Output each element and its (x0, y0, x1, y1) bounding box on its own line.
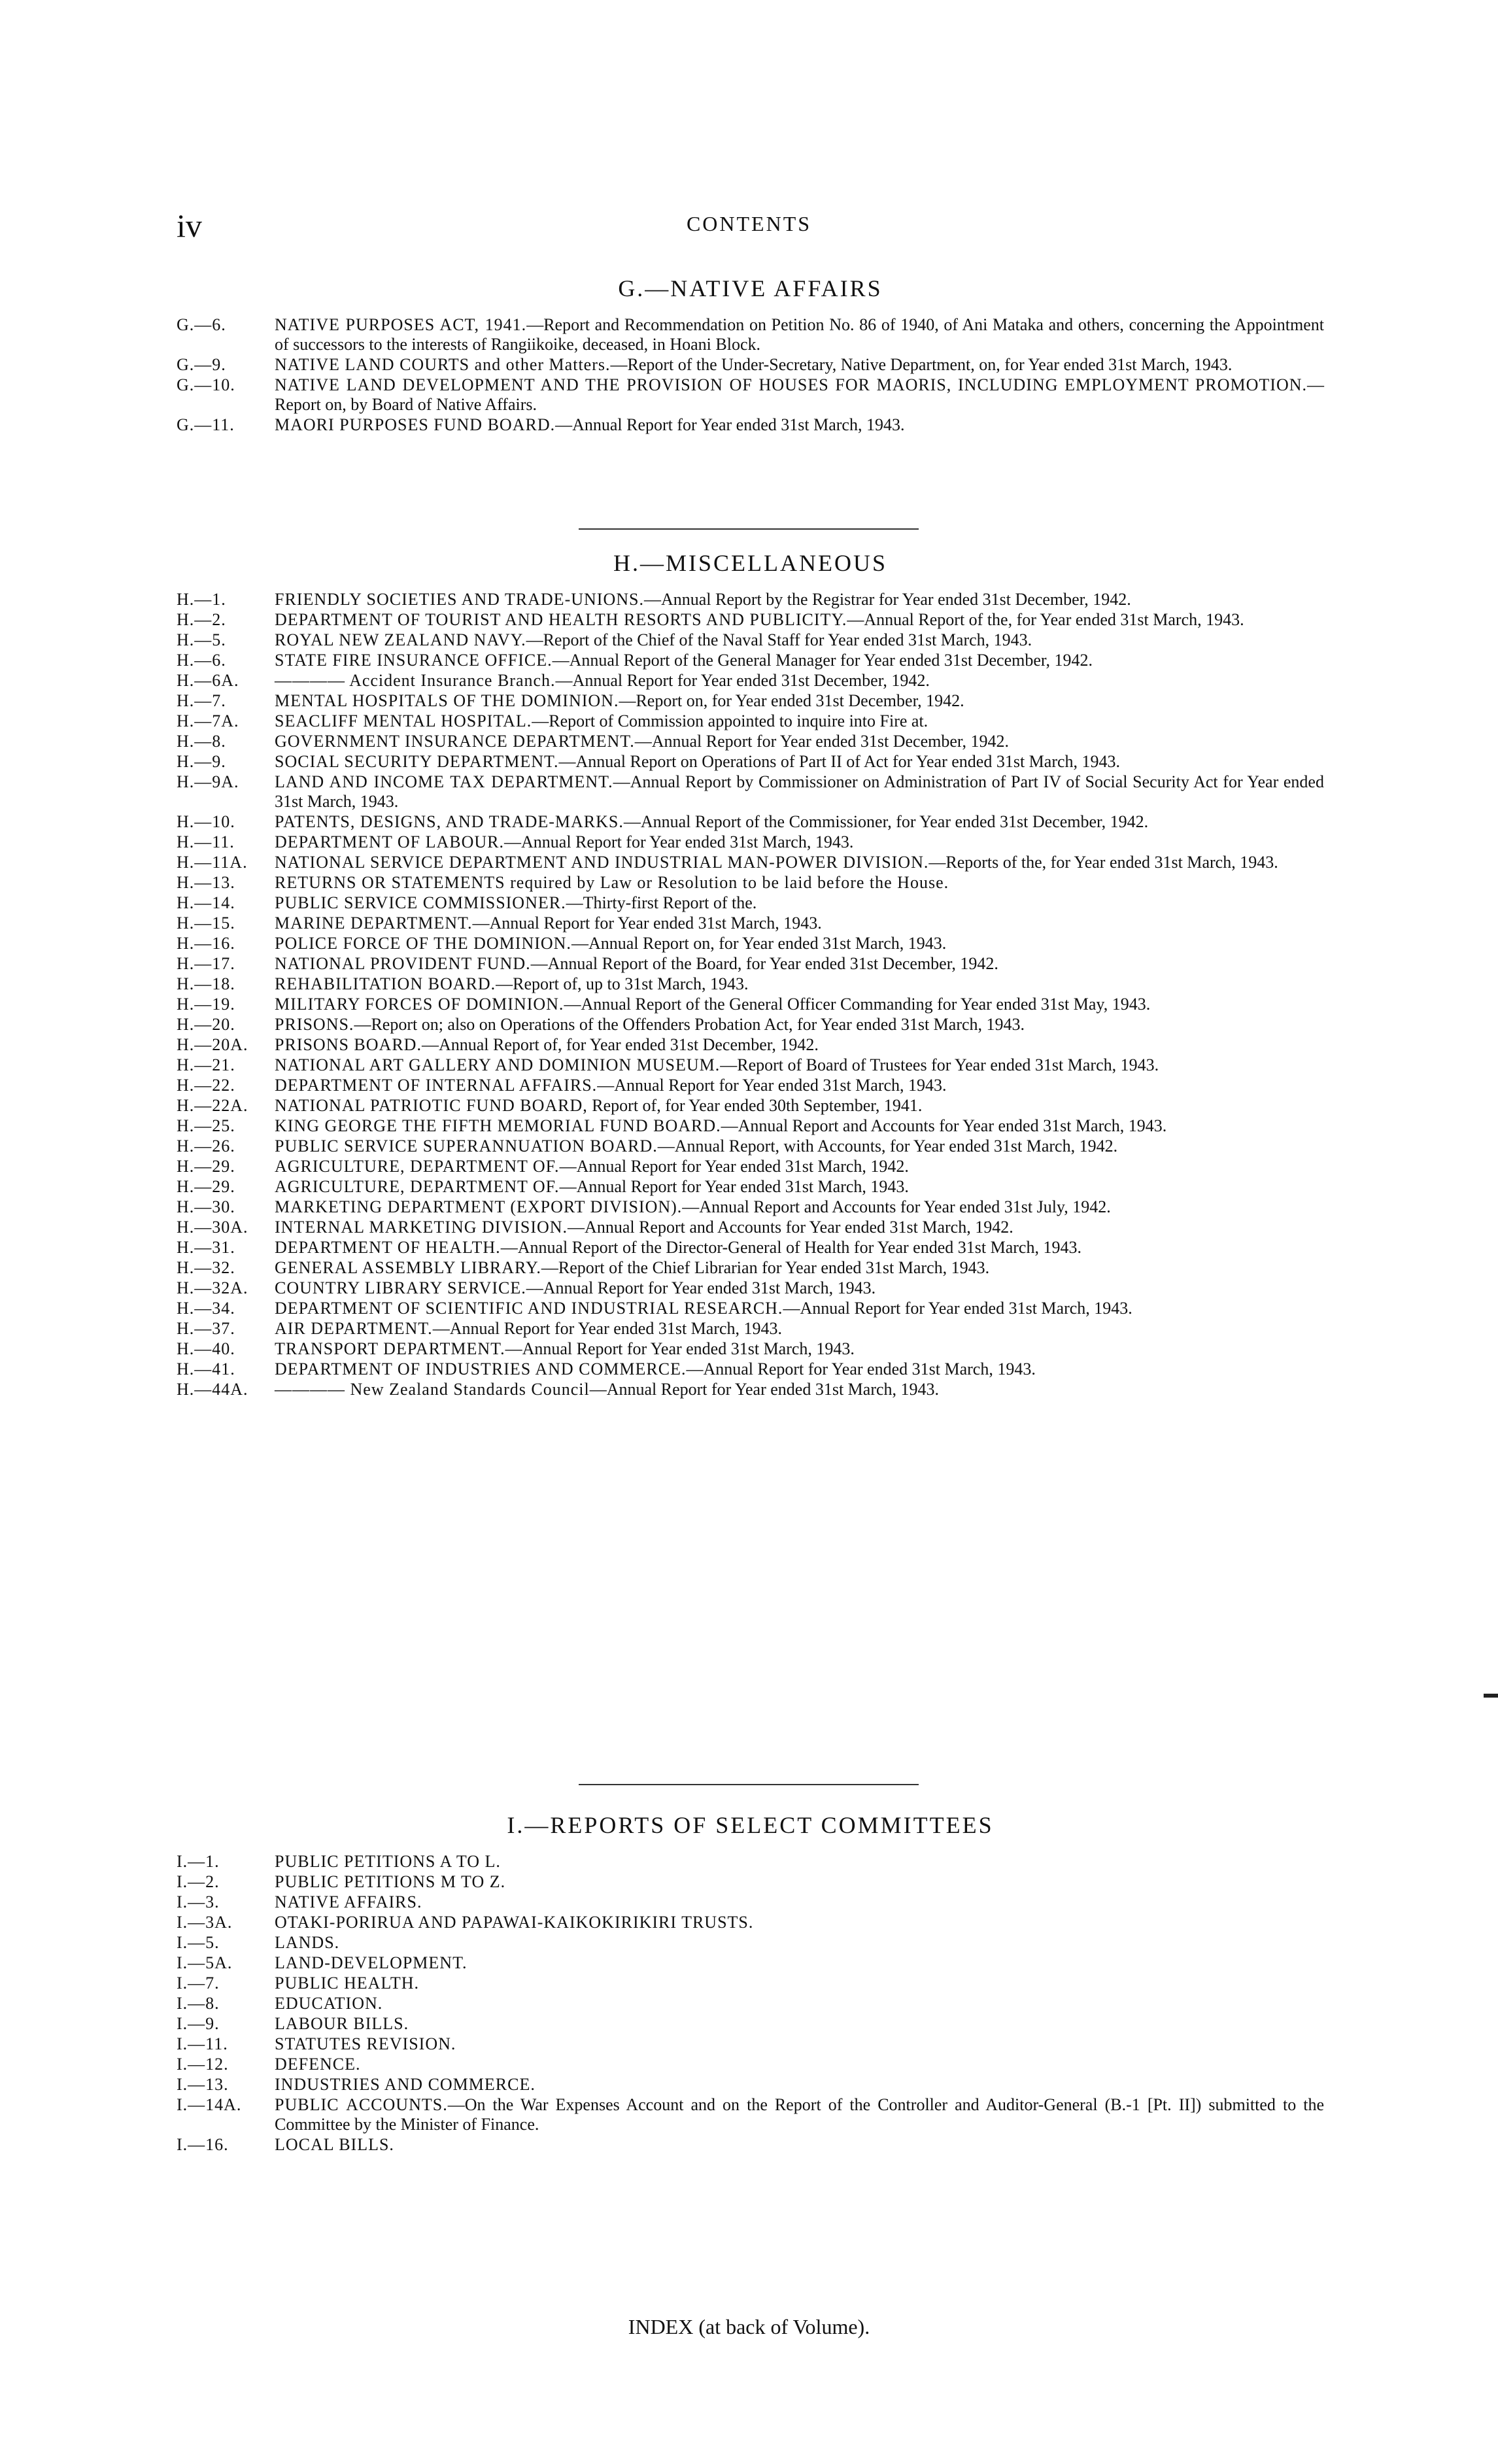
entry-text (275, 1953, 1324, 1973)
entry-text (275, 315, 1324, 354)
entry-code: H.—17. (177, 954, 235, 973)
entry-list (177, 1852, 1324, 2155)
entry-title: POLICE FORCE OF THE DOMINION. (275, 934, 571, 953)
entry-description: —Report on, by Board of Native Affairs. (275, 375, 1324, 414)
entry-text (275, 2014, 1324, 2034)
entry-title: LAND-DEVELOPMENT. (275, 1953, 468, 1972)
entry-code: H.—22A. (177, 1096, 248, 1115)
entry-description: —Annual Report for Year ended 31st March, 1943. (472, 914, 822, 933)
entry-title: INDUSTRIES AND COMMERCE. (275, 2075, 536, 2094)
entry-title: RETURNS OR STATEMENTS required by Law or Resolution to be laid before the House. (275, 873, 949, 892)
entry-text (275, 853, 1324, 872)
list-item (177, 1137, 1324, 1156)
list-item (177, 375, 1324, 415)
entry-description: —Annual Report of the General Manager for Year ended 31st December, 1942. (552, 651, 1093, 670)
entry-text (275, 1933, 1324, 1953)
entry-code: G.—6. (177, 315, 226, 334)
entry-code: H.—29. (177, 1157, 235, 1176)
entry-code: I.—2. (177, 1872, 220, 1891)
list-item (177, 1218, 1324, 1237)
list-item (177, 1380, 1324, 1399)
entry-code: H.—7. (177, 691, 226, 710)
entry-title: AIR DEPARTMENT. (275, 1319, 433, 1338)
entry-code: I.—9. (177, 2014, 220, 2033)
entry-code: I.—3. (177, 1892, 220, 1911)
entry-description: —Report of Commission appointed to inquire into Fire at. (532, 711, 928, 730)
entry-code: H.—32A. (177, 1278, 248, 1297)
entry-code: H.—34. (177, 1299, 235, 1318)
entry-list (177, 315, 1324, 435)
list-item (177, 671, 1324, 691)
entry-code: H.—16. (177, 934, 235, 953)
entry-description: —Reports of the, for Year ended 31st March, 1943. (928, 853, 1278, 872)
entry-text (275, 1015, 1324, 1035)
entry-code: H.—8. (177, 732, 226, 751)
entry-text (275, 375, 1324, 415)
entry-title: LANDS. (275, 1933, 340, 1952)
entry-code: H.—31. (177, 1238, 235, 1257)
entry-code: G.—11. (177, 415, 235, 434)
list-item (177, 1278, 1324, 1298)
entry-text (275, 893, 1324, 913)
entry-code: H.—25. (177, 1116, 235, 1135)
list-item (177, 691, 1324, 711)
list-item (177, 893, 1324, 913)
list-item (177, 732, 1324, 751)
list-item (177, 590, 1324, 609)
entry-code: H.—10. (177, 812, 235, 831)
entry-title: DEPARTMENT OF HEALTH. (275, 1238, 501, 1257)
entry-text (275, 1360, 1324, 1379)
entry-title: GOVERNMENT INSURANCE DEPARTMENT. (275, 732, 635, 751)
entry-title: DEPARTMENT OF LABOUR. (275, 832, 504, 851)
entry-description: Report of, for Year ended 30th September, 1941. (587, 1096, 923, 1115)
entry-code: G.—9. (177, 355, 226, 374)
list-item (177, 610, 1324, 630)
entry-description: —Annual Report of the Board, for Year ended 31st December, 1942. (530, 954, 998, 973)
entry-text (275, 995, 1324, 1014)
entry-description: —Annual Report by the Registrar for Year ended 31st December, 1942. (643, 590, 1131, 609)
entry-title: AGRICULTURE, DEPARTMENT OF. (275, 1157, 560, 1176)
entry-description: —Report and Recommendation on Petition No. 86 of 1940, of Ani Mataka and others, concerning the Appointment of successors to the interests of Rangiikoike, deceased, in Hoani Block. (275, 315, 1324, 354)
entry-code: H.—19. (177, 995, 235, 1014)
entry-text (275, 974, 1324, 994)
page-header (177, 207, 1321, 246)
entry-code: H.—6. (177, 651, 226, 670)
entry-description: —Report of the Chief Librarian for Year ended 31st March, 1943. (541, 1258, 990, 1277)
entry-text (275, 1339, 1324, 1359)
entry-description: —Annual Report for Year ended 31st March, 1943. (686, 1360, 1036, 1378)
entry-description: —Annual Report for Year ended 31st March, 1943. (504, 832, 854, 851)
entry-text (275, 2095, 1324, 2134)
list-item (177, 415, 1324, 435)
entry-title: STATUTES REVISION. (275, 2034, 456, 2053)
entry-text (275, 873, 1324, 893)
entry-description: —Annual Report for Year ended 31st March, 1943. (432, 1319, 783, 1338)
entry-description: —Annual Report on Operations of Part II of Act for Year ended 31st March, 1943. (558, 752, 1121, 771)
entry-title: NATIVE PURPOSES ACT, 1941. (275, 315, 527, 334)
entry-description: —Annual Report of the Commissioner, for Year ended 31st December, 1942. (623, 812, 1149, 831)
entry-title: PRISONS. (275, 1015, 354, 1034)
list-item (177, 1913, 1324, 1932)
entry-text (275, 415, 1324, 435)
entry-description: —Annual Report and Accounts for Year ended 31st March, 1942. (568, 1218, 1013, 1237)
entry-title: ———— New Zealand Standards Council (275, 1380, 590, 1399)
list-item (177, 1116, 1324, 1136)
list-item (177, 355, 1324, 375)
entry-description: —Annual Report for Year ended 31st March, 1943. (555, 415, 905, 434)
entry-title: LABOUR BILLS. (275, 2014, 409, 2033)
entry-code: H.—9A. (177, 772, 239, 791)
entry-title: PUBLIC HEALTH. (275, 1974, 420, 1993)
entry-title: SOCIAL SECURITY DEPARTMENT. (275, 752, 559, 771)
entry-text (275, 590, 1324, 609)
list-item (177, 1319, 1324, 1339)
entry-description: —Annual Report of, for Year ended 31st December, 1942. (421, 1035, 819, 1054)
entry-title: PUBLIC SERVICE SUPERANNUATION BOARD. (275, 1137, 658, 1155)
entry-text (275, 1116, 1324, 1136)
entry-description: —Annual Report of the General Officer Commanding for Year ended 31st May, 1943. (564, 995, 1151, 1014)
list-item (177, 1177, 1324, 1197)
page-number: iv (177, 207, 202, 244)
entry-text (275, 732, 1324, 751)
entry-description: —Annual Report for Year ended 31st March, 1943. (505, 1339, 855, 1358)
entry-text (275, 1035, 1324, 1055)
list-item (177, 2055, 1324, 2074)
section-title: H.—MISCELLANEOUS (613, 550, 887, 576)
entry-title: EDUCATION. (275, 1994, 383, 2013)
entry-code: H.—37. (177, 1319, 235, 1338)
entry-text (275, 954, 1324, 974)
entry-code: H.—11A. (177, 853, 248, 872)
entry-title: NATIONAL SERVICE DEPARTMENT AND INDUSTRIAL MAN-POWER DIVISION. (275, 853, 929, 872)
entry-title: NATIONAL ART GALLERY AND DOMINION MUSEUM. (275, 1055, 721, 1074)
entry-code: H.—22. (177, 1076, 235, 1095)
entry-description: —Annual Report of the Director-General of Health for Year ended 31st March, 1943. (500, 1238, 1081, 1257)
entry-description: —Annual Report for Year ended 31st December, 1942. (555, 671, 930, 690)
entry-title: MARINE DEPARTMENT. (275, 914, 473, 933)
list-item (177, 812, 1324, 832)
entry-text (275, 2075, 1324, 2095)
entry-text (275, 832, 1324, 852)
list-item (177, 315, 1324, 354)
entry-title: STATE FIRE INSURANCE OFFICE. (275, 651, 553, 670)
list-item (177, 1258, 1324, 1278)
entry-title: DEFENCE. (275, 2055, 361, 2074)
entry-title: GENERAL ASSEMBLY LIBRARY. (275, 1258, 541, 1277)
list-item (177, 1872, 1324, 1892)
entry-text (275, 1994, 1324, 2013)
entry-title: LOCAL BILLS. (275, 2135, 394, 2154)
entry-description: —Thirty-first Report of the. (566, 893, 757, 912)
entry-code: G.—10. (177, 375, 235, 394)
entry-title: PATENTS, DESIGNS, AND TRADE-MARKS. (275, 812, 624, 831)
list-item (177, 1015, 1324, 1035)
entry-code: H.—20A. (177, 1035, 248, 1054)
entry-description: —Report of Board of Trustees for Year ended 31st March, 1943. (720, 1055, 1159, 1074)
entry-title: DEPARTMENT OF INDUSTRIES AND COMMERCE. (275, 1360, 687, 1378)
entry-text (275, 1913, 1324, 1932)
entry-title: FRIENDLY SOCIETIES AND TRADE-UNIONS. (275, 590, 644, 609)
entry-description: —Annual Report and Accounts for Year ended 31st March, 1943. (721, 1116, 1167, 1135)
entry-description: —Annual Report and Accounts for Year ended 31st July, 1942. (682, 1197, 1111, 1216)
entry-text (275, 630, 1324, 650)
entry-text (275, 1238, 1324, 1258)
entry-title: DEPARTMENT OF INTERNAL AFFAIRS. (275, 1076, 598, 1095)
entry-text (275, 1258, 1324, 1278)
list-item (177, 934, 1324, 953)
entry-text (275, 1076, 1324, 1095)
entry-description: —Report of, up to 31st March, 1943. (496, 974, 749, 993)
entry-code: I.—14A. (177, 2095, 242, 2114)
entry-code: I.—12. (177, 2055, 229, 2074)
entry-title: PUBLIC SERVICE COMMISSIONER. (275, 893, 566, 912)
divider (579, 528, 919, 530)
entry-code: H.—44A. (177, 1380, 248, 1399)
list-item (177, 873, 1324, 893)
list-item (177, 853, 1324, 872)
entry-code: I.—5A. (177, 1953, 233, 1972)
entry-code: I.—3A. (177, 1913, 233, 1932)
running-title: CONTENTS (686, 212, 812, 235)
entry-text (275, 1974, 1324, 1993)
list-item (177, 772, 1324, 812)
entry-title: ROYAL NEW ZEALAND NAVY. (275, 630, 526, 649)
entry-title: INTERNAL MARKETING DIVISION. (275, 1218, 568, 1237)
entry-text (275, 1892, 1324, 1912)
entry-title: DEPARTMENT OF TOURIST AND HEALTH RESORTS AND PUBLICITY. (275, 610, 847, 629)
list-item (177, 1055, 1324, 1075)
entry-text (275, 691, 1324, 711)
entry-code: H.—11. (177, 832, 235, 851)
entry-code: H.—40. (177, 1339, 235, 1358)
entry-text (275, 914, 1324, 933)
entry-description: —Annual Report on, for Year ended 31st March, 1943. (571, 934, 947, 953)
entry-description: —Report of the Under-Secretary, Native Department, on, for Year ended 31st March, 1943. (610, 355, 1233, 374)
entry-text (275, 711, 1324, 731)
entry-text (275, 1197, 1324, 1217)
entry-text (275, 1380, 1324, 1399)
entry-text (275, 1177, 1324, 1197)
entry-text (275, 1852, 1324, 1872)
section-native-affairs (177, 275, 1324, 436)
list-item (177, 752, 1324, 772)
entry-code: H.—21. (177, 1055, 235, 1074)
entry-title: NATIVE AFFAIRS. (275, 1892, 422, 1911)
section-miscellaneous (177, 549, 1324, 1400)
list-item (177, 1974, 1324, 1993)
entry-code: H.—26. (177, 1137, 235, 1155)
entry-title: LAND AND INCOME TAX DEPARTMENT. (275, 772, 613, 791)
entry-title: MILITARY FORCES OF DOMINION. (275, 995, 564, 1014)
entry-description: —Annual Report for Year ended 31st March, 1943. (597, 1076, 947, 1095)
list-item (177, 2014, 1324, 2034)
entry-code: I.—13. (177, 2075, 229, 2094)
entry-description: —Annual Report for Year ended 31st March, 1942. (559, 1157, 909, 1176)
entry-text (275, 1055, 1324, 1075)
entry-text (275, 355, 1324, 375)
entry-description: —Annual Report for Year ended 31st March, 1943. (526, 1278, 876, 1297)
entry-title: TRANSPORT DEPARTMENT. (275, 1339, 505, 1358)
list-item (177, 1157, 1324, 1176)
entry-title: AGRICULTURE, DEPARTMENT OF. (275, 1177, 560, 1196)
entry-code: H.—30. (177, 1197, 235, 1216)
entry-title: PUBLIC ACCOUNTS. (275, 2095, 448, 2114)
entry-text (275, 812, 1324, 832)
entry-text (275, 1218, 1324, 1237)
entry-code: I.—5. (177, 1933, 220, 1952)
entry-text (275, 1157, 1324, 1176)
list-item (177, 1953, 1324, 1973)
entry-title: OTAKI-PORIRUA AND PAPAWAI-KAIKOKIRIKIRI TRUSTS. (275, 1913, 754, 1932)
entry-text (275, 671, 1324, 691)
entry-code: H.—1. (177, 590, 226, 609)
entry-code: I.—1. (177, 1852, 220, 1871)
entry-description: —Annual Report of the, for Year ended 31st March, 1943. (847, 610, 1244, 629)
list-item (177, 1096, 1324, 1116)
entry-code: H.—15. (177, 914, 235, 933)
list-item (177, 2095, 1324, 2134)
list-item (177, 1197, 1324, 1217)
list-item (177, 1933, 1324, 1953)
entry-description: —Report of the Chief of the Naval Staff for Year ended 31st March, 1943. (526, 630, 1032, 649)
list-item (177, 2034, 1324, 2054)
entry-title: PRISONS BOARD. (275, 1035, 422, 1054)
entry-code: H.—30A. (177, 1218, 248, 1237)
list-item (177, 1360, 1324, 1379)
entry-description: —On the War Expenses Account and on the Report of the Controller and Auditor-General (B.-1 [Pt. II]) submitted to the Committee by the Minister of Finance. (275, 2095, 1324, 2134)
entry-title: NATIVE LAND COURTS and other Matters. (275, 355, 611, 374)
entry-description: —Annual Report, with Accounts, for Year ended 31st March, 1942. (657, 1137, 1118, 1155)
list-item (177, 954, 1324, 974)
entry-code: H.—41. (177, 1360, 235, 1378)
entry-code: H.—9. (177, 752, 226, 771)
entry-title: NATIONAL PATRIOTIC FUND BOARD, (275, 1096, 588, 1115)
entry-code: I.—8. (177, 1994, 220, 2013)
entry-title: KING GEORGE THE FIFTH MEMORIAL FUND BOARD. (275, 1116, 721, 1135)
entry-text (275, 1096, 1324, 1116)
entry-code: H.—29. (177, 1177, 235, 1196)
list-item (177, 1339, 1324, 1359)
entry-code: H.—32. (177, 1258, 235, 1277)
list-item (177, 1076, 1324, 1095)
entry-text (275, 651, 1324, 670)
list-item (177, 1994, 1324, 2013)
list-item (177, 630, 1324, 650)
entry-code: H.—6A. (177, 671, 239, 690)
entry-title: PUBLIC PETITIONS A TO L. (275, 1852, 501, 1871)
section-select-committees (177, 1811, 1324, 2155)
entry-text (275, 1872, 1324, 1892)
divider (579, 1784, 919, 1785)
entry-title: ———— Accident Insurance Branch. (275, 671, 556, 690)
entry-code: I.—7. (177, 1974, 220, 1993)
entry-description: —Annual Report for Year ended 31st March, 1943. (783, 1299, 1132, 1318)
list-item (177, 651, 1324, 670)
entry-title: MENTAL HOSPITALS OF THE DOMINION. (275, 691, 619, 710)
entry-description: —Report on; also on Operations of the Offenders Probation Act, for Year ended 31st March, 1943. (354, 1015, 1025, 1034)
entry-title: MARKETING DEPARTMENT (EXPORT DIVISION). (275, 1197, 683, 1216)
list-item (177, 1852, 1324, 1872)
entry-code: H.—20. (177, 1015, 235, 1034)
entry-title: NATIONAL PROVIDENT FUND. (275, 954, 531, 973)
entry-text (275, 772, 1324, 812)
list-item (177, 2135, 1324, 2155)
entry-title: REHABILITATION BOARD. (275, 974, 496, 993)
section-title: I.—REPORTS OF SELECT COMMITTEES (507, 1812, 994, 1838)
entry-text (275, 1137, 1324, 1156)
entry-title: COUNTRY LIBRARY SERVICE. (275, 1278, 526, 1297)
entry-description: —Annual Report for Year ended 31st December, 1942. (634, 732, 1009, 751)
entry-code: H.—13. (177, 873, 235, 892)
list-item (177, 2075, 1324, 2095)
scan-mark (1484, 1694, 1498, 1698)
list-item (177, 974, 1324, 994)
entry-code: H.—7A. (177, 711, 239, 730)
list-item (177, 832, 1324, 852)
list-item (177, 1238, 1324, 1258)
entry-text (275, 2034, 1324, 2054)
entry-title: DEPARTMENT OF SCIENTIFIC AND INDUSTRIAL RESEARCH. (275, 1299, 783, 1318)
list-item (177, 711, 1324, 731)
entry-text (275, 1299, 1324, 1318)
entry-code: I.—16. (177, 2135, 229, 2154)
entry-title: NATIVE LAND DEVELOPMENT AND THE PROVISION OF HOUSES FOR MAORIS, INCLUDING EMPLOYMENT PROMOTION. (275, 375, 1307, 394)
section-title: G.—NATIVE AFFAIRS (618, 275, 883, 301)
entry-title: SEACLIFF MENTAL HOSPITAL. (275, 711, 532, 730)
entry-text (275, 2135, 1324, 2155)
list-item (177, 1035, 1324, 1055)
entry-code: I.—11. (177, 2034, 228, 2053)
list-item (177, 995, 1324, 1014)
entry-description: —Annual Report by Commissioner on Administration of Part IV of Social Security Act for Year ended 31st March, 1943. (275, 772, 1324, 811)
entry-code: H.—14. (177, 893, 235, 912)
entry-code: H.—18. (177, 974, 235, 993)
entry-text (275, 610, 1324, 630)
list-item (177, 1892, 1324, 1912)
list-item (177, 1299, 1324, 1318)
entry-description: —Annual Report for Year ended 31st March, 1943. (589, 1380, 940, 1399)
entry-code: H.—2. (177, 610, 226, 629)
list-item (177, 914, 1324, 933)
entry-description: —Report on, for Year ended 31st December, 1942. (619, 691, 964, 710)
entry-description: —Annual Report for Year ended 31st March, 1943. (559, 1177, 909, 1196)
entry-text (275, 1278, 1324, 1298)
entry-title: MAORI PURPOSES FUND BOARD. (275, 415, 556, 434)
entry-text (275, 934, 1324, 953)
index-note: INDEX (at back of Volume). (628, 2315, 870, 2338)
entry-text (275, 1319, 1324, 1339)
entry-text (275, 752, 1324, 772)
entry-text (275, 2055, 1324, 2074)
entry-title: PUBLIC PETITIONS M TO Z. (275, 1872, 506, 1891)
entry-list (177, 590, 1324, 1399)
entry-code: H.—5. (177, 630, 226, 649)
